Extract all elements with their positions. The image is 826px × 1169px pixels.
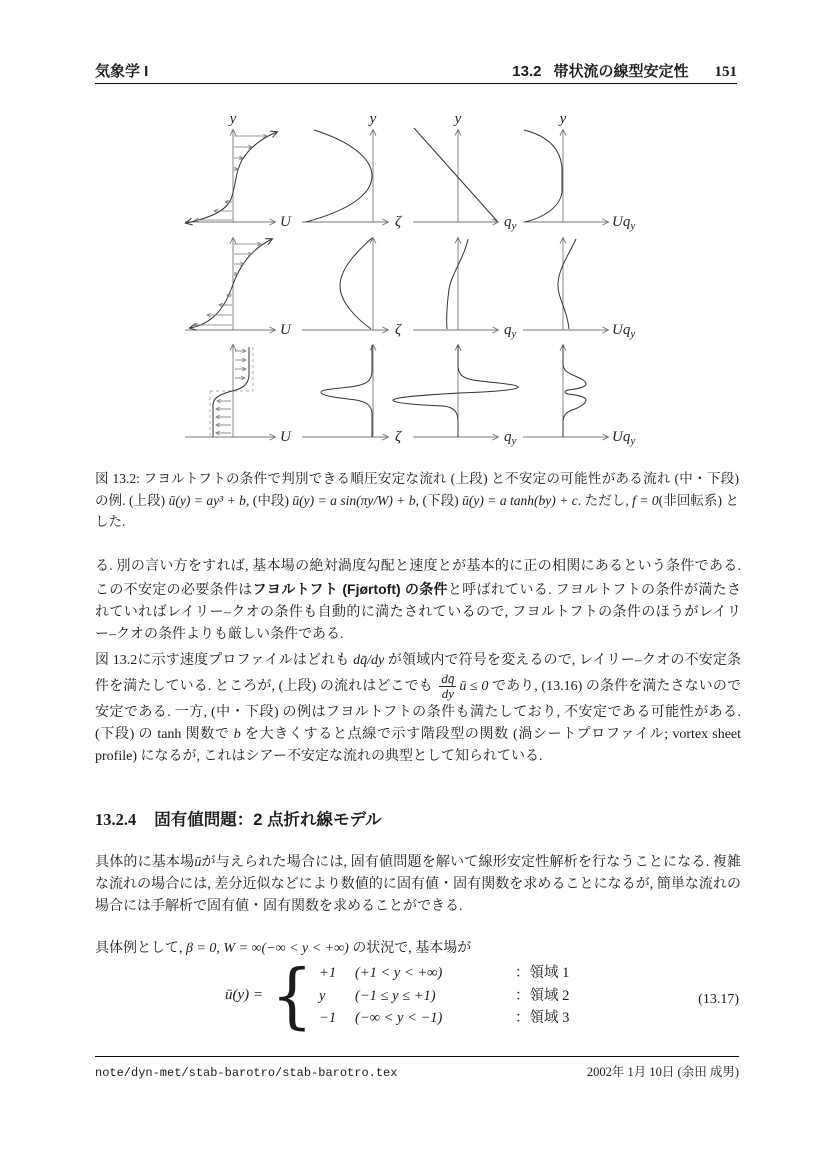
velocity-arrows	[216, 351, 246, 433]
body-text: を大きくすると点線で示す階段型の関数 (渦シートプロファイル; vortex sheet profile) になるが, これはシアー不安定な流れの典型として知られている.	[95, 726, 742, 764]
paragraph-example	[95, 938, 741, 960]
uqy-curve	[563, 345, 586, 437]
caption-math-middle: ū(y) = a sin(πy/W) + b	[292, 492, 416, 508]
page-number: 151	[714, 64, 737, 80]
body-text: と呼ばれている. フヨルトフトの条件が満たされていればレイリー–クオの条件も自動的に満たされているので, フヨルトフトの条件のほうがレイリー–クオの条件よりも厳しい条件である.	[95, 583, 741, 642]
u-profile-curve	[213, 347, 249, 437]
footer-rule	[95, 1056, 739, 1057]
inline-math-tanh: tanh	[157, 726, 182, 742]
axis-label-uqy: $Uq_y$	[612, 322, 636, 340]
y-axis-label: y	[229, 112, 237, 127]
qy-curve	[393, 345, 518, 437]
source-file-path: note/dyn-met/stab-barotro/stab-barotro.tex	[95, 1066, 398, 1080]
axis-label-zeta: ζ	[395, 322, 402, 338]
course-title: 気象学 I	[95, 63, 149, 80]
axis-label-U: U	[280, 322, 291, 338]
case-region: ：領域 2	[515, 987, 570, 1004]
body-text: であり, (13.16) の条件を満たさないので安定である. 一方, (中・下段) の例はフヨルトフトの条件も満たしており, 不安定である可能性がある. (下段) の	[95, 679, 742, 742]
caption-text: 図 13.2: フヨルトフトの条件で判別できる順圧安定な流れ (上段) と不安定の可能性がある流れ (中・下段) の例. (上段)	[95, 471, 739, 508]
axis-label-U: U	[280, 429, 291, 445]
case-condition: (+1 < y < +∞)	[355, 965, 443, 981]
velocity-arrows	[195, 136, 267, 220]
case-value: +1	[319, 965, 337, 981]
body-text: 図 13.2に示す速度プロファイルはどれも	[95, 653, 354, 668]
section-title: 帯状流の線型安定性	[553, 63, 689, 80]
header-right	[512, 60, 737, 81]
axis-label-zeta: ζ	[395, 214, 402, 230]
footer-date-author: 2002年 1月 10日 (余田 成男)	[586, 1065, 739, 1079]
caption-text: , (中段)	[245, 492, 293, 508]
axis-label-uqy: $Uq_y$	[612, 429, 636, 447]
fraction-numerator: dq̄	[441, 671, 455, 686]
inline-fraction	[439, 672, 456, 702]
axis-label-zeta: ζ	[395, 429, 402, 445]
figure-caption	[95, 468, 739, 533]
y-axis-label: y	[454, 112, 462, 127]
figure-row-top	[185, 128, 635, 232]
velocity-arrows	[194, 244, 261, 325]
caption-text: (非回転系) とした.	[95, 492, 739, 529]
bold-fjortoft-condition: フヨルトフト (Fjørtoft) の条件	[252, 581, 448, 597]
body-text: 具体例として,	[95, 941, 186, 956]
y-axis-label: y	[369, 112, 377, 127]
case-region: ：領域 3	[515, 1010, 570, 1026]
section-heading	[95, 806, 382, 830]
caption-math-f: f = 0	[632, 492, 659, 508]
case-condition: (−1 ≤ y ≤ +1)	[355, 987, 436, 1004]
equation-body: ū(y) = { +1 (+1 < y < +∞) ：領域 1 y (−1 ≤ y ≤ +1) ：領域 2 −1 (−∞ < y < −1) ：領域 3	[225, 953, 570, 1037]
figure-13-2	[150, 112, 660, 462]
case-value: y	[319, 987, 326, 1004]
inline-math-b: b	[233, 726, 241, 742]
inline-math-ubar-leq-0: ū ≤ 0	[459, 679, 489, 695]
inline-math-beta-W: β = 0, W = ∞(−∞ < y < +∞)	[186, 941, 349, 956]
paragraph-profiles	[95, 650, 741, 768]
vortex-sheet-dashed-step	[210, 347, 253, 437]
page-header	[95, 60, 737, 84]
page-footer	[95, 1062, 739, 1080]
caption-math-top: ū(y) = ay³ + b	[168, 492, 246, 508]
section-number: 13.2	[512, 63, 542, 80]
zeta-curve	[321, 345, 372, 437]
body-text: が与えられた場合には, 固有値問題を解いて線形安定性解析を行なうことになる. 複雑な流れの場合には, 差分近似などにより数値的に固有値・固有関数を求めることになるが, 簡単な流れの場合には手解析で固有値・固有関数を求めることができる.	[95, 855, 742, 914]
caption-math-bottom: ū(y) = a tanh(by) + c	[462, 492, 578, 508]
cases-table	[319, 962, 569, 1030]
section-heading-number: 13.2.4	[95, 810, 137, 829]
body-text: 関数で	[181, 726, 234, 742]
zeta-curve	[340, 238, 372, 329]
axis-label-qy: $q_y$	[504, 429, 517, 447]
figure-row-bottom	[185, 345, 635, 447]
caption-text: . ただし,	[577, 492, 633, 508]
qy-curve	[414, 128, 497, 221]
axis-label-qy: $q_y$	[504, 322, 517, 340]
zeta-curve	[306, 130, 372, 222]
body-text: が領域内で符号を変えるので, レイリー–クオの不安定条件を満たしている. ところが, (上段) の流れはどこでも	[95, 653, 741, 695]
axis-label-qy: $q_y$	[504, 214, 517, 232]
paragraph-eigenvalue	[95, 852, 741, 918]
y-axis-label: y	[559, 112, 567, 127]
equation-lhs: ū(y) =	[225, 987, 264, 1004]
equation-13-17	[95, 953, 739, 1042]
inline-math-ubar: ū	[194, 855, 202, 870]
qy-curve	[447, 239, 468, 329]
caption-text: , (下段)	[415, 492, 463, 508]
case-region: ：領域 1	[515, 965, 570, 981]
uqy-curve	[558, 239, 576, 329]
body-text: る. 別の言い方をすれば, 基本場の絶対渦度勾配と速度とが基本的に正の相関にあるという条件である. この不安定の必要条件は	[95, 559, 741, 598]
case-value: −1	[319, 1010, 337, 1026]
axis-label-uqy: $Uq_y$	[612, 214, 636, 232]
paragraph-fjortoft	[95, 556, 741, 646]
fraction-denominator: dy	[441, 686, 455, 702]
uqy-curve	[524, 130, 562, 222]
inline-math-dqdy: dq̄/dy	[353, 653, 385, 668]
section-heading-title: 固有値問題：2 点折れ線モデル	[154, 811, 382, 829]
case-condition: (−∞ < y < −1)	[355, 1010, 443, 1026]
axis-label-U: U	[280, 214, 291, 230]
equation-number: (13.17)	[698, 992, 739, 1007]
figure-row-middle	[185, 238, 635, 340]
body-text: 具体的に基本場	[95, 855, 195, 870]
body-text: の状況で, 基本場が	[348, 941, 472, 956]
u-profile-curve	[186, 132, 277, 223]
